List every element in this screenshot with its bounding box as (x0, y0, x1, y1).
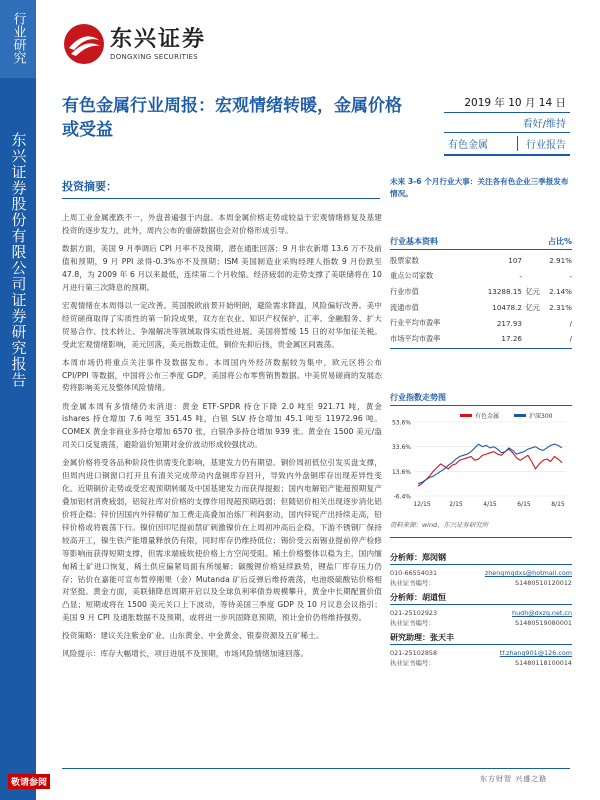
x-tick-label: 12/15 (413, 501, 431, 508)
upcoming-events-text: 未来 3-6 个月行业大事：关注各有色企业三季报发布情况。 (390, 177, 569, 198)
row-value: 107 (508, 256, 522, 266)
license-label: 执业证书编号： (390, 659, 435, 667)
index-trend-chart (390, 412, 572, 512)
row-pct: 2.91% (549, 256, 572, 266)
logo-text-cn: 东兴证券 (110, 27, 207, 52)
x-tick-label: 2/15 (449, 501, 463, 508)
row-label: 重点公司家数 (390, 271, 434, 281)
report-date: 2019 年 10 月 14 日 (444, 93, 570, 113)
report-meta (444, 93, 570, 156)
disclaimer-label: 敬请参阅 (8, 774, 50, 789)
x-tick-label: 4/15 (483, 501, 497, 508)
paragraph: 本周市场仍将重点关注事件及数据发布。本周国内外经济数据较为集中，欧元区将公布 CPI/PPI 等数据，中国将公布三季度 GDP，美国将公布零售销售数据。中美贸易磋商的发展态势将影响美元及整体风险情绪。 (62, 357, 382, 393)
analyst-phone: 010-66554031 (390, 569, 438, 577)
license-label: 执业证书编号： (390, 579, 435, 587)
logo-icon (62, 22, 106, 66)
row-label: 股票家数 (390, 255, 419, 265)
basic-info-table (390, 253, 572, 347)
analyst-phone: 021-25102858 (390, 649, 438, 657)
risk-warning: 风险提示：库存大幅增长，项目进展不及预期，市场风险情绪加速回落。 (62, 649, 309, 659)
y-tick-label: -6.4% (393, 493, 411, 501)
report-category: 行业研究 (0, 0, 36, 78)
series-line-nonferrous (418, 449, 562, 486)
row-unit (522, 253, 540, 269)
row-value: 10478.2 (492, 303, 522, 313)
row-label: 流通市值 (390, 302, 419, 312)
paragraph: 贵金属本周有多情绪仍未消退：黄金 ETF-SPDR 持仓下降 2.0 吨至 921.71 吨，黄金 ishares 持仓增加 7.6 吨至 351.45 吨，白银 SLV 持仓增加 45.1 吨至 11972.96 吨。COMEX 黄金非商业多持仓增加 6570 张，白银净多持仓增加 939 张。黄金在 1500 美元/盎司关口反复震荡，避险溢价短期对金价波动形成较强扰动。 (62, 401, 382, 450)
basic-info-row (390, 300, 572, 316)
upcoming-events (390, 176, 574, 200)
basic-info-row (390, 315, 572, 331)
row-label: 行业市值 (390, 286, 419, 296)
report-type-tag: 行业报告 (517, 136, 566, 151)
analyst-name: 分析师：郑闵钢 (390, 552, 572, 565)
row-unit: 亿元 (525, 302, 540, 312)
chart-source: 资料来源：wind、东兴证券研究所 (390, 520, 572, 538)
basic-info-row (390, 253, 572, 269)
row-pct: 2.14% (549, 287, 572, 297)
row-pct: 2.31% (549, 303, 572, 313)
basic-info-row (390, 269, 572, 285)
industry-basic-info (390, 236, 572, 349)
paragraph: 数据方面，美国 9 月季调后 CPI 月率不及预期，潜在通胀回落；9 月非农新增 13.6 万不及前值和预期，9 月 PPI 录得-0.3%亦不及预期；ISM 美国制造业采购经理人指数 9 月份跌至 47.8，为 2009 年 6 月以来最低，连续第二个月收缩。经济疲弱的走势支撑了美联储将在 10 月进行第三次降息的预期。 (62, 244, 382, 292)
y-tick-label: 53.6% (391, 419, 411, 427)
index-chart-heading (390, 392, 572, 406)
analyst-email[interactable]: zhengmgdxs@hotmail.com (484, 569, 572, 577)
analyst-list (390, 552, 572, 672)
row-unit (522, 269, 540, 285)
row-label: 行业平均市盈率 (390, 318, 441, 328)
row-value: 217.93 (496, 318, 522, 328)
row-value: 13288.15 (487, 287, 522, 297)
analyst-card (390, 552, 572, 588)
rating: 看好/维持 (444, 113, 570, 133)
analyst-card (390, 592, 572, 628)
footer-slogan: 东方财智 兴盛之路 (480, 775, 548, 783)
legend-label: 有色金属 (475, 413, 500, 420)
y-tick-label: 33.6% (391, 444, 411, 452)
legend-swatch (460, 414, 472, 417)
license-label: 执业证书编号： (390, 619, 435, 627)
row-value: - (519, 271, 522, 281)
footer-disclaimer (8, 770, 238, 792)
basic-info-pct-head: 占比% (547, 237, 572, 246)
row-unit (522, 315, 540, 331)
sidebar (0, 0, 36, 800)
license-number: S1480118100014 (515, 659, 572, 667)
row-label: 市场平均市盈率 (390, 333, 441, 343)
analyst-phone: 021-25102923 (390, 609, 438, 617)
report-title: 有色金属行业周报：宏观情绪转暖，金属价格或受益 (62, 96, 402, 140)
footer-divider (62, 768, 570, 769)
summary-body (62, 212, 382, 667)
industry-tag: 有色金属 (448, 140, 488, 151)
paragraph: 上周工业金属涨跌不一，外盘普遍强于内盘。本周金属价格走势或较益于宏观情绪修复及基建投资的逐步发力，此外，周内公布的重磅数据也会对价格形成引导。 (62, 213, 382, 235)
x-tick-label: 6/15 (517, 501, 531, 508)
analyst-email[interactable]: tf.zhang901@126.com (499, 649, 572, 657)
company-logo (62, 22, 206, 66)
paragraph: 金属价格将受各品种阶段性供需变化影响，基建发力仍有期望。铜价周初低位引发买盘支撑，但周内进口铜窗口打开且有清关完成带动内盘铜库存回升，导致内外盘铜库存出现差异性变化。近期铜价走势或受宏观预期转暖及中国基建发力而获得提振；国内电解铝产能超预期复产叠加铝材消费疲弱，铝锭社库对价格的支撑作用现超预期趋弱；但随铝价相关出现逐步消化铝价将企稳；锌价因国内外锌精矿加工费走高叠加冶炼厂利润驱动，国内锌锭产出持续走高，铅锌价格或将震荡下行。镍价因印尼提前禁矿刺激镍价在上周初冲高后企稳，下游不锈钢厂保持较高开工，镍生铁产能增量释放仍有限，同时库存仍维持低位；锡价受云南锡业提前停产检修等影响而获得短期支撑，但需求端疲软使价格上方空间受阻。稀土价格整体以稳为主，国内缅甸稀土矿进口恢复，稀土供应偏紧局面有所缓解；碳酸锂价格延续跌势，锂盐厂库存压力仍存；钴价在嘉能可宣布暂停刚果（金）Mutanda 矿后反弹后维持震荡，电池级硫酸钴价格相对坚挺。黄金方面，美联储降息周期开启以及全球负利率债券规模攀升，黄金中长期配置价值凸显；短期或将在 1500 美元关口上下波动，等待美国三季度 GDP 及 10 月议息会议指引；美国 9 月 CPI 及通胀数据不及预期，或将进一步巩固降息预期，预计金价仍将维持强势。 (62, 458, 382, 623)
row-pct: / (569, 334, 572, 344)
analyst-card (390, 632, 572, 668)
license-number: S1480519080001 (515, 619, 572, 627)
row-pct: / (569, 318, 572, 328)
summary-heading: 投资摘要： (62, 178, 380, 199)
basic-info-title: 行业基本资料 (390, 237, 438, 246)
chart-title: 行业指数走势图 (390, 393, 446, 402)
row-pct: - (569, 271, 572, 281)
analyst-name: 分析师：胡道恒 (390, 592, 572, 605)
legend-label: 沪深300 (529, 413, 553, 420)
x-tick-label: 8/15 (551, 501, 565, 508)
series-line-csi300 (418, 444, 562, 484)
paragraph: 宏观情绪在本周得以一定改善。英国脱欧前景开始明朗，避险需求降温，风险偏好改善。美中经贸磋商取得了实质性的第一阶段成果，双方在农业、知识产权保护、汇率、金融服务、扩大贸易合作、技术转让、争端解决等领域取得实质性进展。美国将暂缓 15 日的对华加征关税。受此宏观情绪影响，美元回落，美元指数走低，铜价先抑后扬，贵金属区间震荡。 (62, 300, 382, 349)
investment-strategy: 投资策略：建议关注紫金矿业、山东黄金、中金黄金、银泰资源及五矿稀土。 (62, 631, 324, 641)
analyst-email[interactable]: hudh@dxzq.net.cn (512, 609, 572, 617)
row-unit: 亿元 (525, 286, 540, 296)
y-tick-label: 13.6% (391, 468, 411, 476)
logo-text-en: DONGXING SECURITIES (110, 53, 199, 61)
firm-name: 东兴证券股份有限公司证券研究报告 (9, 132, 28, 388)
legend-swatch (514, 414, 526, 417)
license-number: S1480510120012 (515, 579, 572, 587)
basic-info-row (390, 284, 572, 300)
row-value: 17.26 (501, 334, 522, 344)
row-unit (522, 331, 540, 347)
basic-info-row (390, 331, 572, 347)
analyst-name: 研究助理：张天丰 (390, 632, 572, 645)
chart-svg (390, 412, 572, 512)
